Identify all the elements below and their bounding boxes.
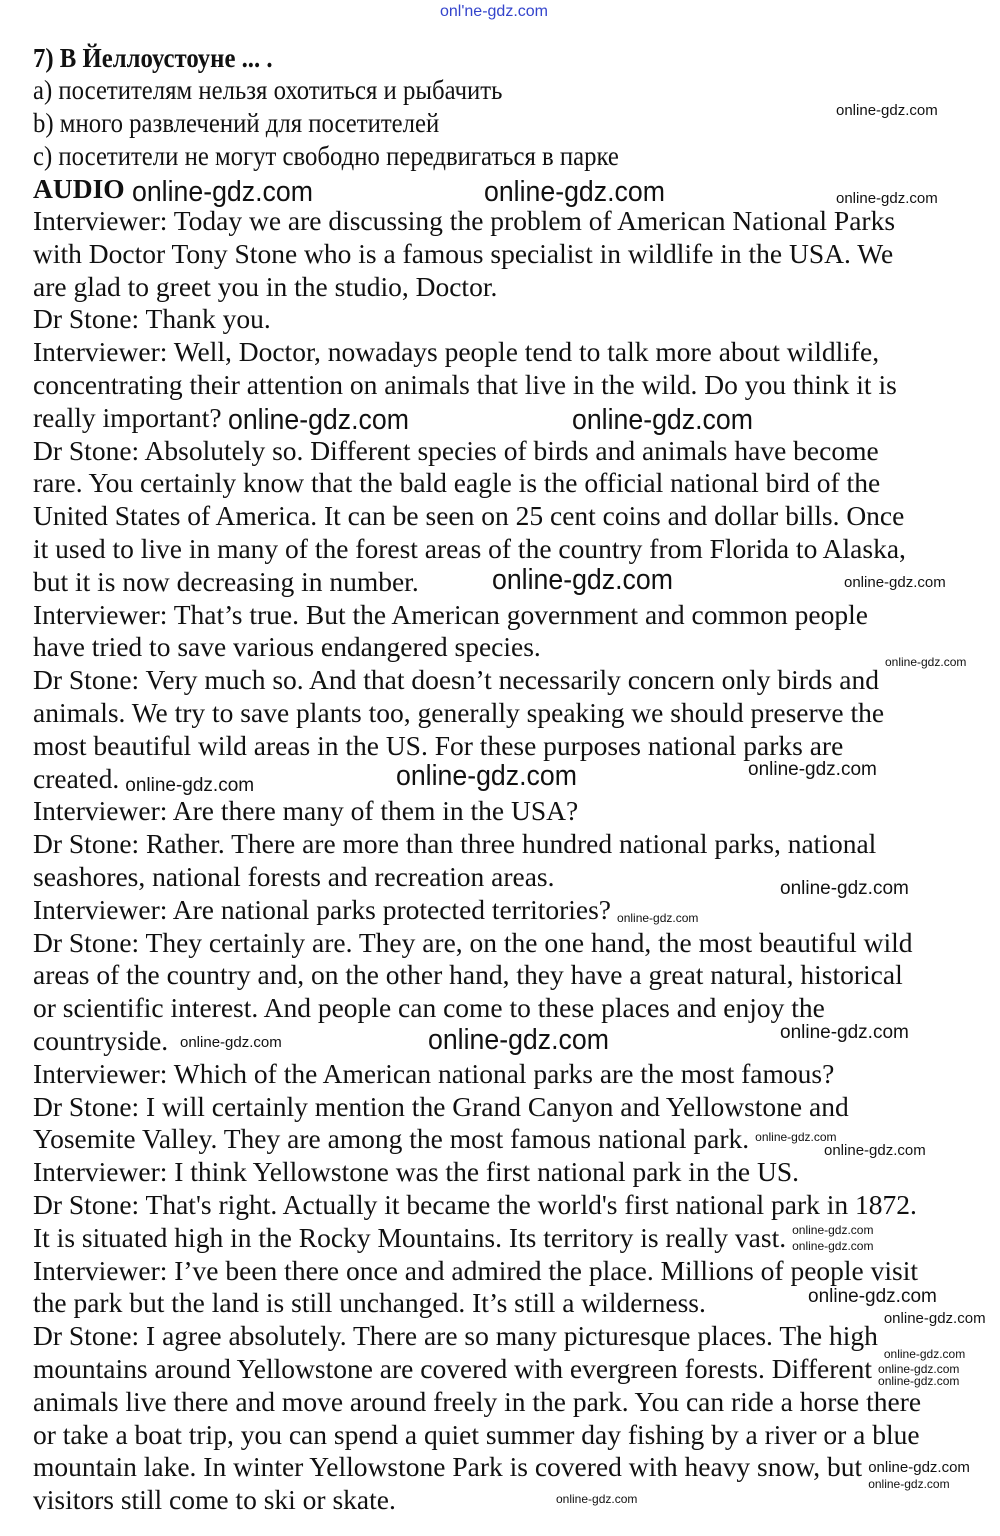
transcript-line: have tried to save various endangered species.	[33, 631, 541, 663]
watermark: online-gdz.com	[836, 102, 938, 119]
watermark: online-gdz.com	[883, 1347, 966, 1361]
transcript-line: areas of the country and, on the other hand, they have a great natural, historical	[33, 959, 903, 991]
transcript-line: Interviewer: Are national parks protected territories?	[33, 893, 612, 925]
watermark: online-gdz.com	[883, 1310, 986, 1327]
transcript-line: with Doctor Tony Stone who is a famous specialist in wildlife in the USA. We	[33, 237, 894, 269]
transcript-line: Yosemite Valley. They are among the most famous national park.	[33, 1123, 750, 1155]
audio-heading: AUDIO	[33, 173, 125, 204]
transcript-line: are glad to greet you in the studio, Doctor.	[33, 270, 498, 302]
transcript-line: animals. We try to save plants too, generally speaking we should preserve the	[33, 697, 885, 728]
transcript-line: Dr Stone: Absolutely so. Different species of birds and animals have become	[33, 434, 879, 466]
watermark: online-gdz.com	[780, 878, 909, 899]
watermark: online-gdz.com	[617, 911, 699, 925]
transcript-line: Interviewer: Well, Doctor, nowadays people tend to talk more about wildlife,	[33, 336, 880, 368]
transcript-line: really important?	[33, 401, 222, 433]
watermark: online-gdz.com	[748, 759, 877, 780]
transcript-line: Dr Stone: They certainly are. They are, on the one hand, the most beautiful wild	[33, 926, 913, 958]
option-a: a) посетителям нельзя охотиться и рыбачить	[33, 74, 503, 105]
transcript-line: Dr Stone: That's right. Actually it became the world's first national park in 1872.	[33, 1189, 917, 1220]
transcript-line: Interviewer: I’ve been there once and admired the place. Millions of people visit	[33, 1254, 919, 1286]
transcript-line: visitors still come to ski or skate.	[33, 1484, 396, 1516]
transcript-line: It is situated high in the Rocky Mountains. Its territory is really vast.	[33, 1221, 787, 1253]
watermark: online-gdz.com	[878, 1374, 960, 1388]
transcript-line: Interviewer: Today we are discussing the problem of American National Parks	[33, 205, 896, 236]
watermark: online-gdz.com	[878, 1362, 960, 1376]
transcript-line: Dr Stone: Rather. There are more than three hundred national parks, national	[33, 828, 877, 860]
watermark: online-gdz.com	[125, 775, 255, 796]
transcript-line: countryside.	[33, 1025, 169, 1056]
watermark: online-gdz.com	[396, 760, 577, 792]
watermark: online-gdz.com	[484, 176, 665, 208]
transcript-line: United States of America. It can be seen on 25 cent coins and dollar bills. Once	[33, 500, 905, 532]
transcript-line: concentrating their attention on animals that live in the wild. Do you think it is	[33, 369, 897, 400]
transcript-line: animals live there and move around freely in the park. You can ride a horse there	[33, 1385, 922, 1417]
top-watermark: onl'ne-gdz.com	[440, 3, 548, 20]
watermark: online-gdz.com	[180, 1034, 282, 1051]
transcript-line: it used to live in many of the forest areas of the country from Florida to Alaska,	[33, 533, 906, 564]
watermark: online-gdz.com	[884, 655, 967, 669]
watermark: online-gdz.com	[792, 1223, 874, 1237]
transcript-line: Dr Stone: I agree absolutely. There are so many picturesque places. The high	[33, 1320, 878, 1352]
transcript-line: or take a boat trip, you can spend a quiet summer day fishing by a river or a blue	[33, 1418, 920, 1450]
watermark: online-gdz.com	[227, 404, 409, 436]
transcript-line: Dr Stone: Thank you.	[33, 303, 271, 335]
transcript-line: created.	[33, 762, 120, 794]
transcript-line: or scientific interest. And people can come to these places and enjoy the	[33, 992, 825, 1024]
transcript-line: mountain lake. In winter Yellowstone Park is covered with heavy snow, but	[33, 1451, 863, 1483]
option-b: b) много развлечений для посетителей	[33, 107, 440, 138]
transcript-line: Interviewer: Are there many of them in the USA?	[33, 795, 579, 827]
watermark: online-gdz.com	[572, 404, 753, 436]
watermark: online-gdz.com	[132, 176, 313, 208]
transcript-line: but it is now decreasing in number.	[33, 565, 419, 597]
transcript-line: mountains around Yellowstone are covered with evergreen forests. Different	[33, 1353, 873, 1384]
watermark: online-gdz.com	[556, 1492, 638, 1506]
watermark: online-gdz.com	[808, 1286, 937, 1307]
watermark: online-gdz.com	[868, 1477, 950, 1491]
watermark: online-gdz.com	[868, 1459, 970, 1476]
watermark: online-gdz.com	[755, 1130, 837, 1144]
transcript-line: seashores, national forests and recreation areas.	[33, 861, 555, 892]
watermark: online-gdz.com	[844, 574, 946, 591]
watermark: online-gdz.com	[428, 1024, 609, 1056]
watermark: online-gdz.com	[836, 190, 938, 207]
watermark: online-gdz.com	[492, 564, 673, 596]
transcript-line: the park but the land is still unchanged. It’s still a wilderness.	[33, 1287, 706, 1319]
watermark: online-gdz.com	[792, 1239, 874, 1253]
transcript-line: rare. You certainly know that the bald eagle is the official national bird of the	[33, 467, 881, 499]
transcript-line: Dr Stone: I will certainly mention the Grand Canyon and Yellowstone and	[33, 1090, 849, 1122]
transcript-line: most beautiful wild areas in the US. For these purposes national parks are	[33, 729, 844, 761]
watermark: online-gdz.com	[780, 1022, 909, 1043]
transcript-line: Interviewer: That’s true. But the American government and common people	[33, 598, 868, 630]
transcript-line: Dr Stone: Very much so. And that doesn’t necessarily concern only birds and	[33, 664, 879, 696]
transcript-line: Interviewer: Which of the American national parks are the most famous?	[33, 1057, 835, 1089]
option-c: c) посетители не могут свободно передвигаться в парке	[33, 140, 619, 171]
watermark: online-gdz.com	[824, 1142, 926, 1159]
transcript-line: Interviewer: I think Yellowstone was the first national park in the US.	[33, 1156, 800, 1188]
question-title: 7) В Йеллоустоуне ... .	[33, 42, 273, 73]
